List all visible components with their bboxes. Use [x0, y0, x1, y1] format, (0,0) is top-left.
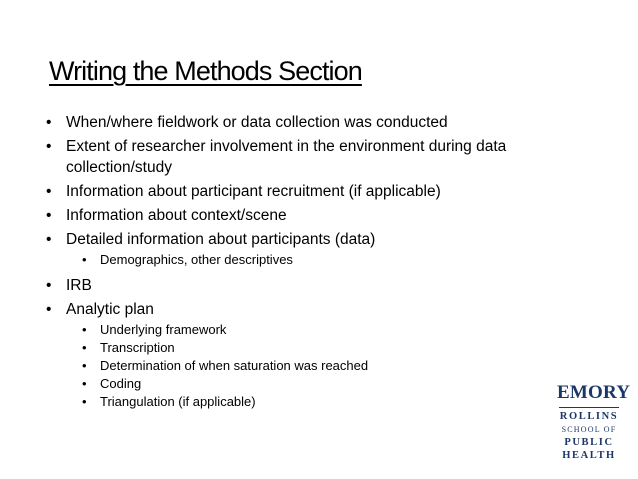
bullet-item — [46, 136, 606, 178]
bullet-list — [46, 112, 606, 411]
bullet-marker: • — [46, 231, 52, 248]
sub-bullet-marker: • — [82, 340, 87, 355]
bullet-marker: • — [46, 277, 52, 294]
sub-bullet-item — [82, 251, 606, 269]
sub-bullet-text: Demographics, other descriptives — [100, 252, 293, 267]
bullet-item — [46, 275, 606, 296]
bullet-text: Information about participant recruitment (if applicable) — [66, 183, 441, 200]
bullet-item — [46, 205, 606, 226]
sub-bullet-text: Triangulation (if applicable) — [100, 394, 256, 409]
bullet-text: Analytic plan — [66, 301, 154, 318]
sub-bullet-item — [82, 357, 606, 375]
bullet-item — [46, 299, 606, 320]
logo-emory-text: EMORY — [557, 382, 631, 403]
sub-bullet-item — [82, 339, 606, 357]
bullet-text: Detailed information about participants (data) — [66, 231, 376, 248]
bullet-marker: • — [46, 301, 52, 318]
sub-bullet-item — [82, 321, 606, 339]
logo-line-public: PUBLIC — [564, 437, 614, 448]
bullet-text-continuation: collection/study — [66, 159, 172, 176]
logo-line-rollins: ROLLINS — [559, 411, 619, 422]
sub-bullet-marker: • — [82, 394, 87, 409]
sub-bullet-marker: • — [82, 376, 87, 391]
sub-bullet-marker: • — [82, 322, 87, 337]
bullet-marker: • — [46, 114, 52, 131]
bullet-marker: • — [46, 207, 52, 224]
bullet-item — [46, 112, 606, 133]
sub-bullet-item — [82, 393, 606, 411]
sub-bullet-marker: • — [82, 252, 87, 267]
logo-divider — [559, 407, 619, 408]
bullet-item — [46, 181, 606, 202]
sub-bullet-marker: • — [82, 358, 87, 373]
bullet-text: Information about context/scene — [66, 207, 287, 224]
sub-bullet-item — [82, 375, 606, 393]
bullet-text: When/where fieldwork or data collection was conducted — [66, 114, 448, 131]
emory-rollins-logo — [557, 382, 631, 472]
sub-bullet-text: Determination of when saturation was reached — [100, 358, 369, 373]
bullet-text: Extent of researcher involvement in the environment during data — [66, 138, 507, 155]
bullet-marker: • — [46, 183, 52, 200]
bullet-text: IRB — [66, 277, 92, 294]
sub-bullet-text: Transcription — [100, 340, 175, 355]
slide-title: Writing the Methods Section — [49, 56, 362, 86]
bullet-item — [46, 229, 606, 250]
logo-line-health: HEALTH — [562, 450, 616, 461]
sub-bullet-text: Underlying framework — [100, 322, 227, 337]
sub-bullet-text: Coding — [100, 376, 142, 391]
logo-line-school-of: SCHOOL OF — [561, 425, 617, 434]
bullet-marker: • — [46, 138, 52, 155]
